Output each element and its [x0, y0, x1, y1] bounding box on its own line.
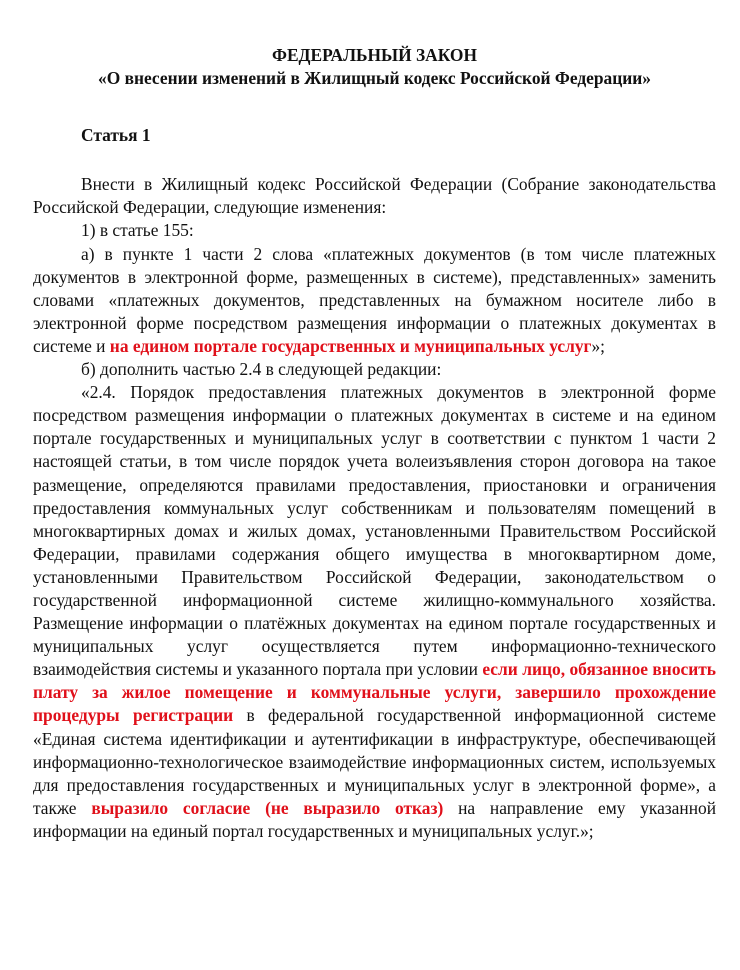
item-a-end: »;: [591, 335, 605, 356]
quote-text-3: на направление ему указанной информации на единый портал государственных и муниципальных услуг.»;: [33, 797, 717, 841]
item-a-highlight: на едином портале государственных и муниципальных услуг: [109, 335, 592, 356]
quote-text-2: в федеральной государственной информационной системе «Единая система идентификации и аутентификации в инфраструктуре, обеспечивающей информационно-технологическое взаимодействие информационных систем, используемых для предоставления государственных и муниципальных услуг в электронной форме», а также: [33, 705, 716, 818]
item-a-paragraph: [33, 243, 716, 358]
item-1-paragraph: 1) в статье 155:: [81, 220, 194, 241]
item-b-paragraph: б) дополнить частью 2.4 в следующей редакции:: [81, 359, 442, 380]
item-a-text: а) в пункте 1 части 2 слова «платежных документов (в том числе платежных документов в электронной форме, размещенных в системе), представленных» заменить словами «платежных документов, представленных на бумажном носителе либо в электронной форме посредством размещения информации о платежных документах в системе и: [33, 243, 716, 356]
intro-paragraph: Внести в Жилищный кодекс Российской Федерации (Собрание законодательства Российской Федерации, следующие изменения:: [33, 174, 716, 218]
quote-paragraph: [33, 381, 716, 843]
law-title: «О внесении изменений в Жилищный кодекс Российской Федерации»: [98, 68, 651, 89]
document-type-title: ФЕДЕРАЛЬНЫЙ ЗАКОН: [272, 45, 477, 65]
quote-text-1: «2.4. Порядок предоставления платежных документов в электронной форме посредством размещения информации о платежных документах в системе и на едином портале государственных и муниципальных услуг в соответствии с пунктом 1 части 2 настоящей статьи, в том числе порядок учета волеизъявления сторон договора на такое размещение, определяются правилами предоставления, приостановки и ограничения предоставления коммунальных услуг собственникам и пользователям помещений в многоквартирных домах и жилых домах, установленными Правительством Российской Федерации, правилами содержания общего имущества в многоквартирном доме, установленными Правительством Российской Федерации, законодательством о государственной информационной системе жилищно-коммунального хозяйства. Размещение информации о платёжных документах на едином портале государственных и муниципальных услуг осуществляется путем информационно-технического взаимодействия системы и указанного портала при условии: [33, 382, 716, 680]
article-body: [33, 173, 716, 843]
quote-highlight-1: если лицо, обязанное вносить плату за жилое помещение и коммунальные услуги, завершило прохождение процедуры регистрации: [33, 659, 716, 726]
article-heading: Статья 1: [81, 125, 151, 146]
quote-highlight-2: выразило согласие (не выразило отказ): [91, 797, 444, 818]
